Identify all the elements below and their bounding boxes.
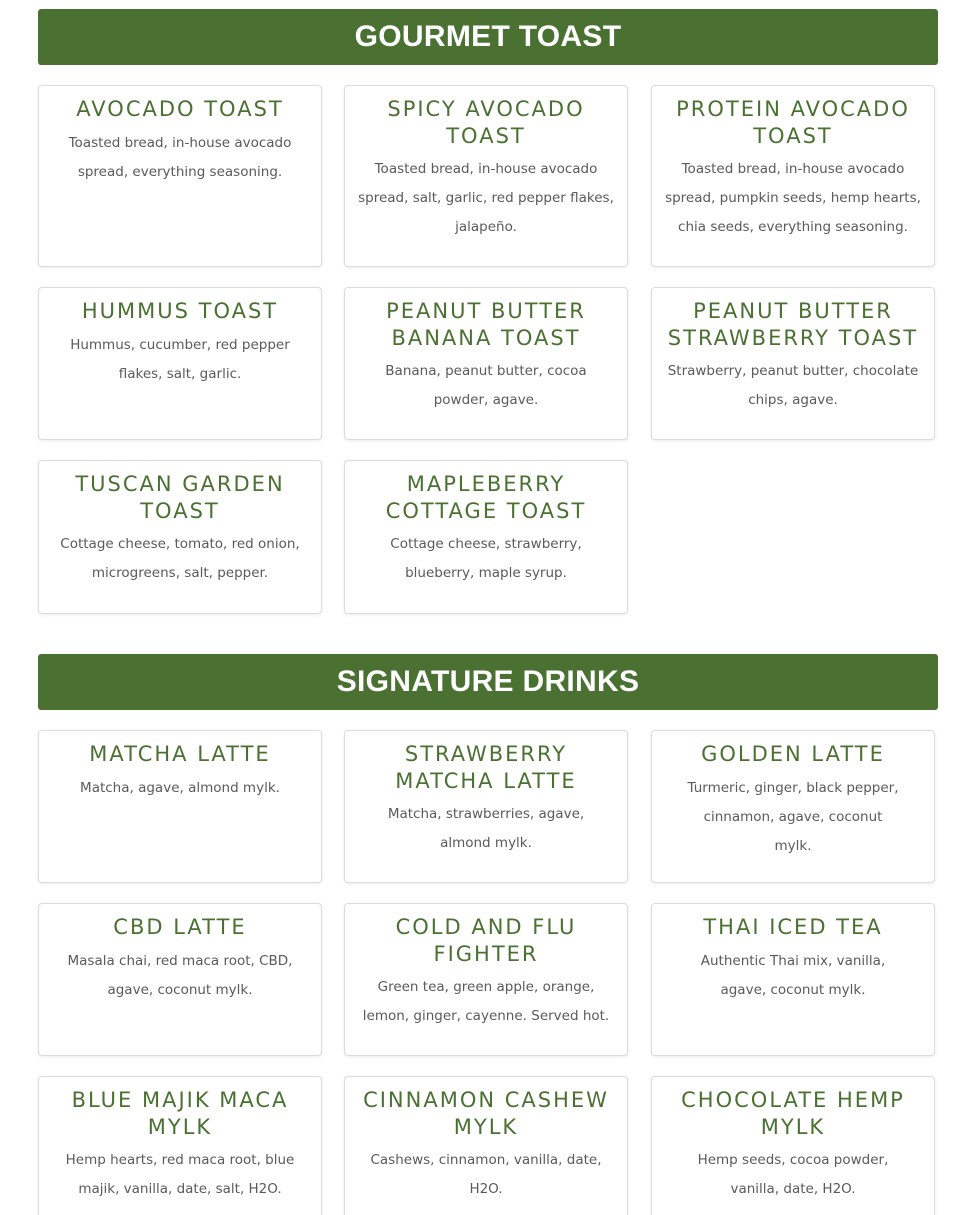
menu-item-description: Banana, peanut butter, cocoa powder, agave. xyxy=(385,363,587,408)
menu-item-card xyxy=(651,903,935,1056)
menu-item-card xyxy=(344,287,628,440)
menu-item-description: Cashews, cinnamon, vanilla, date, H2O. xyxy=(370,1152,602,1197)
menu-item-name: COLD AND FLU FIGHTER xyxy=(395,915,577,966)
menu-item-card xyxy=(38,1076,322,1215)
menu-item-description: Cottage cheese, strawberry, blueberry, maple syrup. xyxy=(390,536,582,581)
menu-item-description: Hemp hearts, red maca root, blue majik, vanilla, date, salt, H2O. xyxy=(65,1152,295,1197)
menu-item-name: SPICY AVOCADO TOAST xyxy=(387,97,585,148)
menu-item-card xyxy=(651,85,935,267)
menu-item-card xyxy=(651,730,935,883)
menu-item-name: THAI ICED TEA xyxy=(703,915,883,939)
menu-item-name: CHOCOLATE HEMP MYLK xyxy=(681,1088,905,1139)
menu-item-name: GOLDEN LATTE xyxy=(701,742,885,766)
menu-item-description: Strawberry, peanut butter, chocolate chips, agave. xyxy=(667,363,919,408)
menu-item-description: Matcha, agave, almond mylk. xyxy=(80,779,280,796)
menu-item-name: MATCHA LATTE xyxy=(89,742,271,766)
menu-item-card xyxy=(344,1076,628,1215)
section-header-signature-drinks: SIGNATURE DRINKS xyxy=(38,654,938,710)
menu-item-name: PEANUT BUTTER BANANA TOAST xyxy=(386,299,586,350)
menu-item-name: HUMMUS TOAST xyxy=(81,299,279,323)
menu-item-description: Turmeric, ginger, black pepper, cinnamon, agave, coconut mylk. xyxy=(687,779,899,854)
menu-item-card xyxy=(38,460,322,614)
menu-item-card xyxy=(344,85,628,267)
menu-item-description: Hummus, cucumber, red pepper flakes, salt, garlic. xyxy=(70,336,290,382)
menu-item-description: Toasted bread, in-house avocado spread, everything seasoning. xyxy=(68,134,292,180)
menu-item-name: CBD LATTE xyxy=(113,915,247,939)
menu-item-name: PEANUT BUTTER STRAWBERRY TOAST xyxy=(667,299,919,350)
menu-item-card xyxy=(651,287,935,440)
menu-item-description: Hemp seeds, cocoa powder, vanilla, date, H2O. xyxy=(697,1152,889,1197)
menu-item-card xyxy=(38,730,322,883)
menu-item-card xyxy=(38,903,322,1056)
menu-item-card xyxy=(344,903,628,1056)
menu-item-card xyxy=(38,287,322,440)
menu-item-card xyxy=(344,730,628,883)
menu-item-card xyxy=(651,1076,935,1215)
menu-item-description: Authentic Thai mix, vanilla, agave, coconut mylk. xyxy=(700,952,886,998)
section-header-gourmet-toast: GOURMET TOAST xyxy=(38,9,938,65)
menu-item-description: Matcha, strawberries, agave, almond mylk. xyxy=(387,806,585,851)
menu-item-description: Toasted bread, in-house avocado spread, pumpkin seeds, hemp hearts, chia seeds, everything seasoning. xyxy=(665,161,921,235)
menu-item-description: Masala chai, red maca root, CBD, agave, coconut mylk. xyxy=(67,952,293,998)
menu-item-description: Green tea, green apple, orange, lemon, ginger, cayenne. Served hot. xyxy=(362,979,610,1024)
menu-item-name: BLUE MAJIK MACA MYLK xyxy=(71,1088,289,1139)
menu-item-description: Toasted bread, in-house avocado spread, salt, garlic, red pepper flakes, jalapeño. xyxy=(358,161,614,235)
menu-item-name: STRAWBERRY MATCHA LATTE xyxy=(395,742,577,793)
menu-item-description: Cottage cheese, tomato, red onion, microgreens, salt, pepper. xyxy=(60,536,300,581)
menu-item-name: TUSCAN GARDEN TOAST xyxy=(75,472,285,523)
menu-item-name: MAPLEBERRY COTTAGE TOAST xyxy=(385,472,587,523)
menu-item-card xyxy=(344,460,628,614)
menu-item-name: CINNAMON CASHEW MYLK xyxy=(363,1088,609,1139)
menu-item-name: PROTEIN AVOCADO TOAST xyxy=(676,97,910,148)
menu-item-card xyxy=(38,85,322,267)
menu-item-name: AVOCADO TOAST xyxy=(76,97,284,121)
